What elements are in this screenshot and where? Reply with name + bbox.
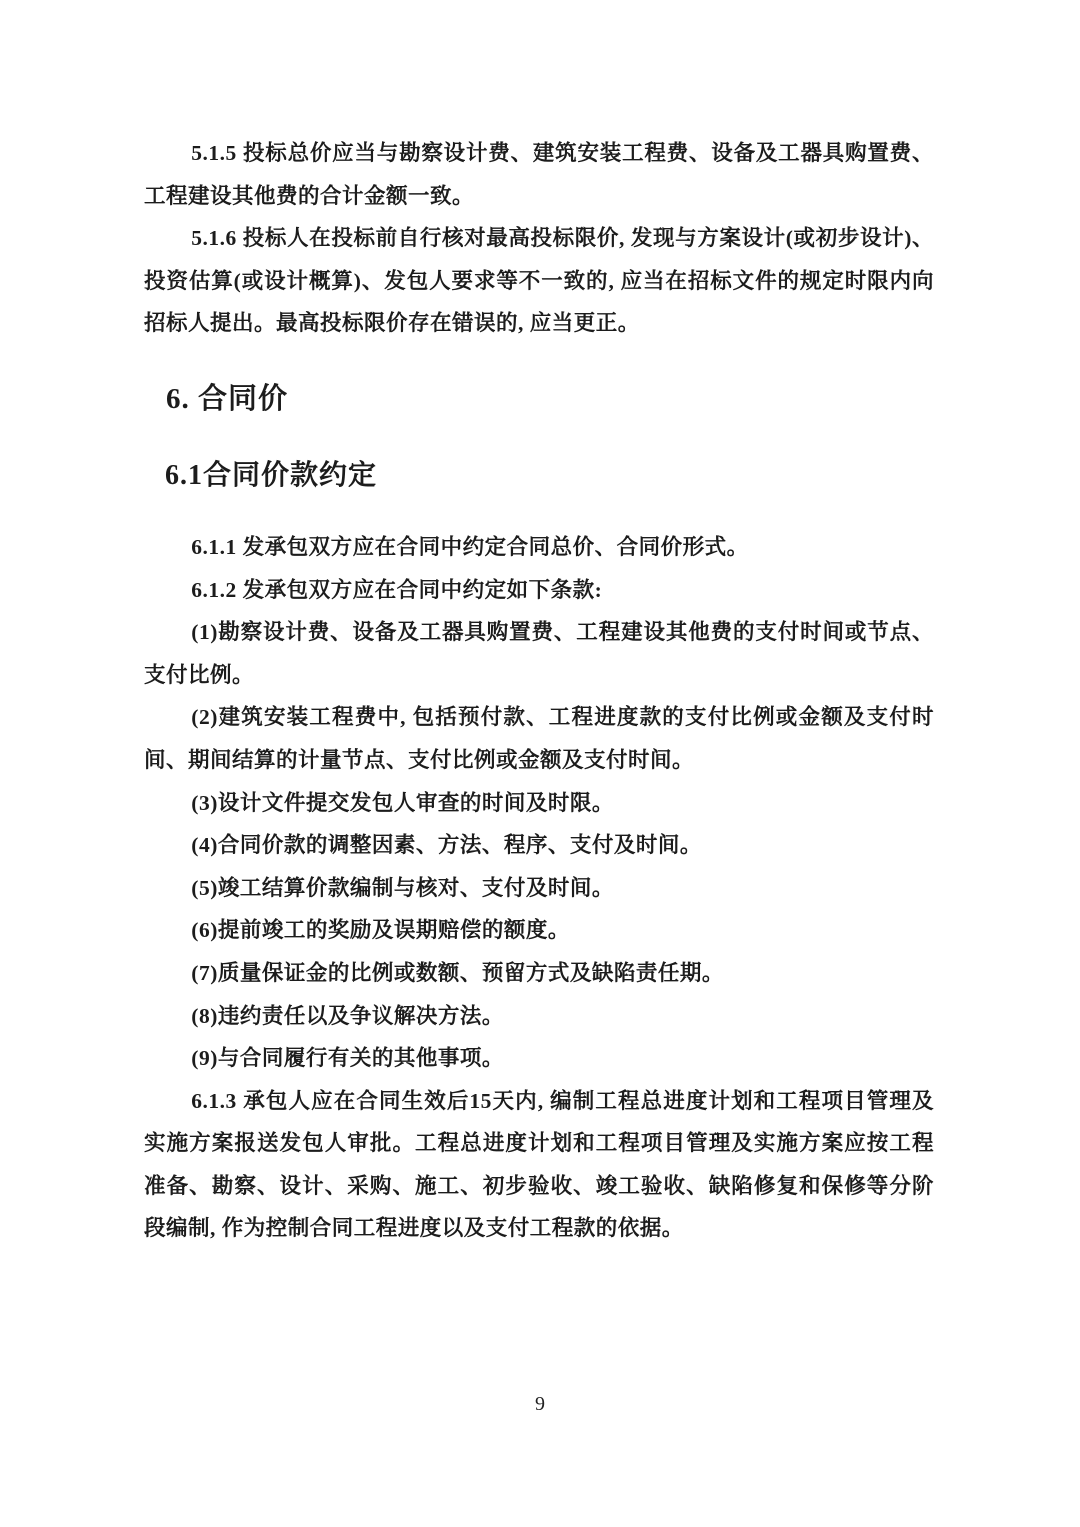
clause-5-1-5: 5.1.5 投标总价应当与勘察设计费、建筑安装工程费、设备及工器具购置费、工程建设其他费的合计金额一致。: [144, 141, 934, 208]
list-item-1: (1)勘察设计费、设备及工器具购置费、工程建设其他费的支付时间或节点、支付比例。: [144, 620, 934, 687]
list-item-3: (3)设计文件提交发包人审查的时间及时限。: [191, 790, 614, 815]
page-number: 9: [535, 1393, 545, 1415]
list-item-6: (6)提前竣工的奖励及误期赔偿的额度。: [191, 918, 570, 943]
clause-6-1-3: 6.1.3 承包人应在合同生效后15天内, 编制工程总进度计划和工程项目管理及实施方案报送发包人审批。工程总进度计划和工程项目管理及实施方案应按工程准备、勘察、设计、采购、施工、初步验收、竣工验收、缺陷修复和保修等分阶段编制, 作为控制合同工程进度以及支付工程款的依据。: [144, 1088, 934, 1241]
list-item-4: (4)合同价款的调整因素、方法、程序、支付及时间。: [191, 833, 702, 858]
list-item-5: (5)竣工结算价款编制与核对、支付及时间。: [191, 875, 614, 900]
list-item-8: (8)违约责任以及争议解决方法。: [191, 1003, 504, 1028]
clause-group-5-1: [144, 132, 934, 345]
clause-5-1-6: 5.1.6 投标人在投标前自行核对最高投标限价, 发现与方案设计(或初步设计)、投资估算(或设计概算)、发包人要求等不一致的, 应当在招标文件的规定时限内向招标人提出。最高投标限价存在错误的, 应当更正。: [144, 226, 934, 336]
list-item-7: (7)质量保证金的比例或数额、预留方式及缺陷责任期。: [191, 960, 724, 985]
list-item-2: (2)建筑安装工程费中, 包括预付款、工程进度款的支付比例或金额及支付时间、期间结算的计量节点、支付比例或金额及支付时间。: [144, 705, 934, 772]
section-heading-6-1: 6.1合同价款约定: [165, 459, 378, 491]
clause-6-1-2: 6.1.2 发承包双方应在合同中约定如下条款:: [191, 577, 603, 602]
page-footer: [0, 1391, 1080, 1418]
list-item-9: (9)与合同履行有关的其他事项。: [191, 1046, 504, 1071]
clause-6-1-1: 6.1.1 发承包双方应在合同中约定合同总价、合同价形式。: [191, 534, 749, 559]
chapter-heading-6: 6. 合同价: [166, 382, 289, 415]
clause-group-6-1: [144, 526, 934, 1250]
